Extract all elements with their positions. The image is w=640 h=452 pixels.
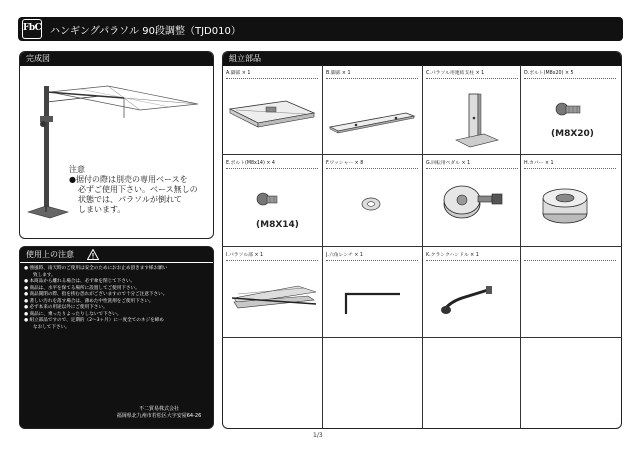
caution-item: ● 本商品から離れる場合は、必ず傘を閉じて下さい。 bbox=[24, 279, 136, 284]
company-info bbox=[104, 406, 214, 420]
warning-icon bbox=[87, 249, 99, 260]
part-label-i: I.パラソル部 × 1 bbox=[226, 253, 264, 258]
label-underline bbox=[326, 168, 418, 169]
note-line: 必ずご使用下さい。ベース無しの bbox=[78, 185, 198, 194]
part-label-c: C.パラソル用連結支柱 × 1 bbox=[426, 71, 485, 76]
caution-heading: 使用上の注意 bbox=[20, 247, 213, 263]
connecting-pole-illustration bbox=[444, 90, 504, 152]
grid-divider bbox=[222, 246, 622, 247]
page-title: ハンギングパラソル 90段調整（TJD010） bbox=[50, 26, 241, 37]
part-label-b: B.脚部 × 1 bbox=[326, 71, 351, 76]
caution-item: ● 著しい汚れを落す場合は、薄めた中性洗剤をご使用下さい。 bbox=[24, 298, 154, 304]
caution-item: ● 商品に、乗ったりよったりしないで下さい。 bbox=[24, 311, 122, 317]
grid-divider bbox=[520, 65, 521, 429]
caution-item: ● 組立部品ですので、定期的（2～3ヶ月）に一度全てのネジを締め bbox=[24, 318, 164, 323]
part-label-j: J.六角レンチ × 1 bbox=[326, 253, 363, 258]
label-underline bbox=[426, 260, 518, 261]
company-name: 不二貿易株式会社 bbox=[138, 406, 179, 412]
grid-divider bbox=[422, 65, 423, 429]
leg-a-illustration bbox=[226, 95, 318, 135]
part-label-g: G.回転用ペダル × 1 bbox=[426, 161, 471, 166]
note-line: 状態では、パラソルが倒れて bbox=[78, 195, 182, 204]
part-label-f: F.ワッシャー × 8 bbox=[326, 161, 364, 166]
part-label-k: K.クランクハンドル × 1 bbox=[426, 253, 479, 258]
label-underline bbox=[524, 260, 616, 261]
grid-divider bbox=[222, 337, 622, 338]
cover-illustration bbox=[540, 184, 590, 226]
label-underline bbox=[226, 78, 318, 79]
page-number: 1/3 bbox=[313, 432, 323, 439]
installation-note bbox=[69, 165, 198, 215]
label-underline bbox=[226, 168, 318, 169]
note-line: ●据付の際は別売の専用ベースを bbox=[69, 175, 188, 184]
part-label-e: E.ボルト(M8x14) × 4 bbox=[226, 161, 275, 166]
caution-list bbox=[24, 266, 210, 331]
caution-item: なおして下さい。 bbox=[33, 324, 70, 330]
label-underline bbox=[524, 78, 616, 79]
label-underline bbox=[226, 260, 318, 261]
brand-logo: FbC bbox=[22, 19, 42, 39]
label-underline bbox=[426, 168, 518, 169]
caution-item: ● 商品は、水平を保てる場所に設置してご使用下さい。 bbox=[24, 285, 140, 291]
caution-item: ● 必ず本来の用途以外にご使用下さい。 bbox=[24, 305, 108, 310]
caution-item: ● 商品開閉の際、指を挟む恐れがございますので十分ご注意下さい。 bbox=[24, 292, 168, 297]
label-underline bbox=[426, 78, 518, 79]
bolt-m8x14-illustration bbox=[255, 190, 285, 210]
note-line: しまいます。 bbox=[78, 205, 126, 214]
label-underline bbox=[524, 168, 616, 169]
crank-handle-illustration bbox=[440, 284, 496, 318]
grid-divider bbox=[322, 65, 323, 429]
part-label-a: A.脚部 × 1 bbox=[226, 71, 251, 76]
washer-illustration bbox=[360, 196, 382, 212]
complete-view-heading: 完成図 bbox=[20, 52, 213, 66]
pedal-illustration bbox=[438, 178, 508, 226]
label-underline bbox=[326, 78, 418, 79]
bolt-m8x14-size: (M8X14) bbox=[256, 220, 299, 230]
hex-wrench-illustration bbox=[342, 288, 406, 318]
grid-divider bbox=[222, 154, 622, 155]
part-label-h: H.カバー × 1 bbox=[524, 161, 554, 166]
label-underline bbox=[326, 260, 418, 261]
caution-item: ● 強風時、雨天時のご使用は安全のためにおお止め頂きます様お願い bbox=[24, 266, 168, 271]
note-title: 注意 bbox=[69, 165, 85, 174]
company-address: 福岡県北九州市若松区大字安屋64-26 bbox=[116, 413, 202, 419]
caution-item: 致します。 bbox=[33, 272, 56, 278]
parasol-part-illustration bbox=[228, 278, 320, 318]
part-label-d: D.ボルト(M8x20) × 5 bbox=[524, 71, 574, 76]
leg-b-illustration bbox=[326, 105, 418, 135]
bolt-m8x20-illustration bbox=[554, 100, 584, 120]
parts-heading: 組立部品 bbox=[223, 52, 621, 66]
bolt-m8x20-size: (M8X20) bbox=[551, 129, 594, 139]
